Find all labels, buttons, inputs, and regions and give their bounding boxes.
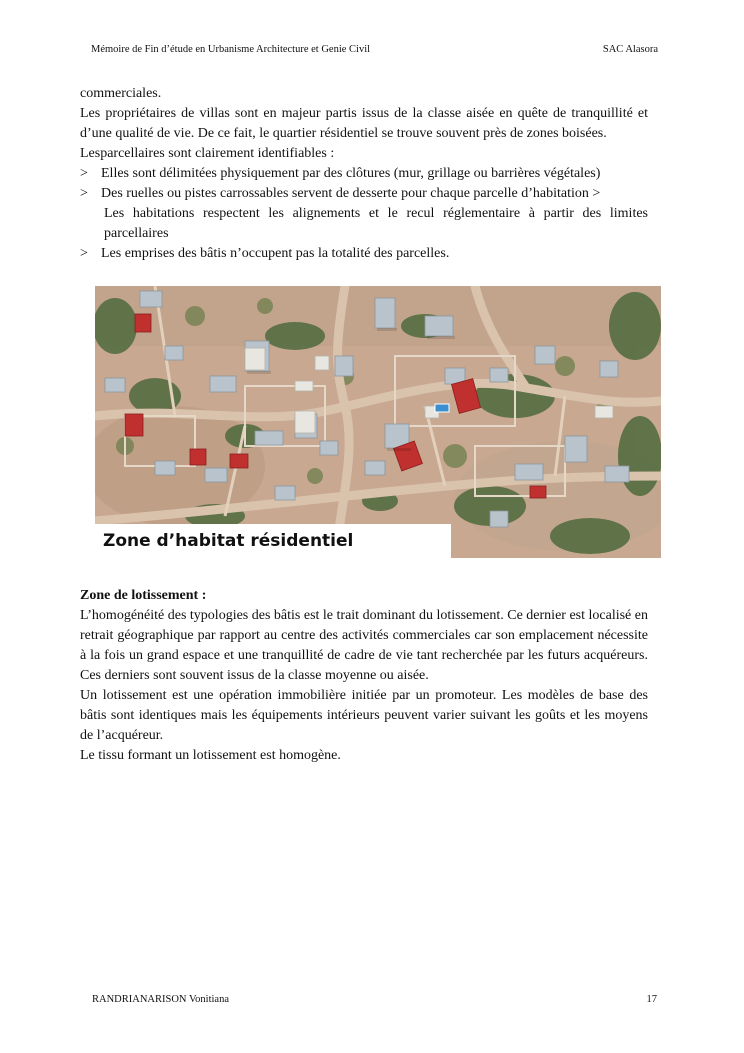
bullet-item-2-continued xyxy=(80,204,648,244)
bullet-text-1: Elles sont délimitées physiquement par des clôtures (mur, grillage ou barrières végétales) xyxy=(101,166,601,181)
bullet-marker: > xyxy=(80,186,88,201)
section-paragraph-3: Le tissu formant un lotissement est homogène. xyxy=(80,748,341,763)
intro-block xyxy=(80,84,648,264)
section-paragraph-2: Un lotissement est une opération immobilière initiée par un promoteur. Les modèles de base des bâtis sont identiques mais les équipements intérieurs peuvent varier suivant les goûts et les moyens de l’acquéreur. xyxy=(80,688,648,743)
bullet-item-2 xyxy=(80,184,648,204)
footer-author: RANDRIANARISON Vonitiana xyxy=(92,994,229,1005)
header-org: SAC Alasora xyxy=(602,44,658,55)
bullet-item-1 xyxy=(80,164,648,184)
bullet-text-2-cont: Les habitations respectent les alignements et le recul réglementaire à partir des limites parcellaires xyxy=(104,206,648,241)
section-paragraph-1: L’homogénéité des typologies des bâtis est le trait dominant du lotissement. Ce dernier est localisé en retrait géographique par rapport au centre des activités commerciales car son emplacement nécessite à la fois un grand espace et une tranquillité de cadre de vie tant recherchée par les futurs acquéreurs. Ces derniers sont souvent issus de la classe moyenne ou aisée. xyxy=(80,608,648,683)
aerial-photo xyxy=(95,286,661,558)
intro-paragraph-1: commerciales. xyxy=(80,86,162,101)
photo-caption: Zone d’habitat résidentiel xyxy=(95,524,451,558)
page-number: 17 xyxy=(646,994,657,1005)
bullet-text-2: Des ruelles ou pistes carrossables servent de desserte pour chaque parcelle d’habitation > xyxy=(101,186,601,201)
bullet-marker: > xyxy=(80,166,88,181)
section-title: Zone de lotissement : xyxy=(80,588,207,603)
lotissement-section xyxy=(80,586,648,766)
header-title: Mémoire de Fin d’étude en Urbanisme Architecture et Genie Civil xyxy=(91,44,371,55)
bullet-text-3: Les emprises des bâtis n’occupent pas la totalité des parcelles. xyxy=(101,246,450,261)
bullet-item-3 xyxy=(80,244,648,264)
intro-paragraph-2: Les propriétaires de villas sont en majeur partis issus de la classe aisée en quête de tranquillité et d’une qualité de vie. De ce fait, le quartier résidentiel se trouve souvent près de zones boisées. xyxy=(80,106,648,141)
aerial-photo-drawing xyxy=(95,286,661,558)
intro-paragraph-3: Lesparcellaires sont clairement identifiables : xyxy=(80,146,335,161)
bullet-marker: > xyxy=(80,246,88,261)
